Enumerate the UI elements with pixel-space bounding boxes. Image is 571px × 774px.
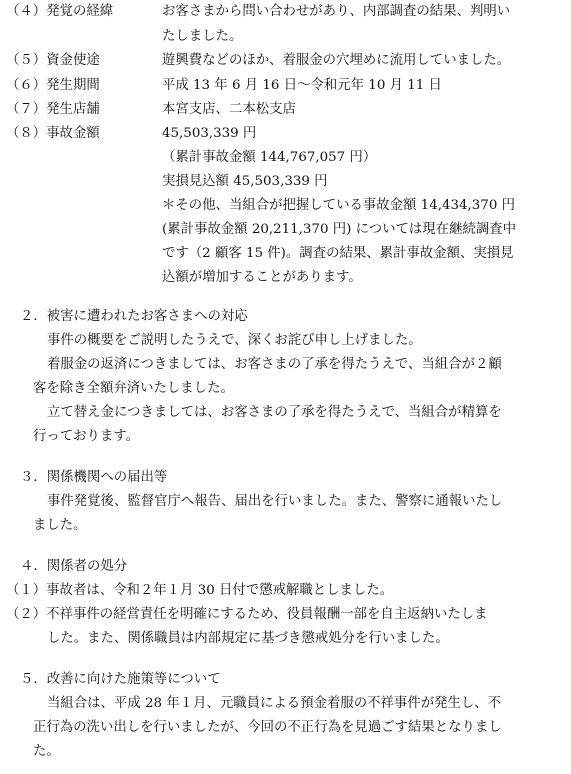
item-5-label: （５）資金使途 — [6, 53, 100, 68]
section-2-line-5: 行っております。 — [33, 429, 140, 444]
section-2-heading: ２．被害に遭われたお客さまへの対応 — [20, 309, 248, 324]
item-4-text-line-2: たしました。 — [162, 29, 243, 44]
item-8-expected-loss: 実損見込額 45,503,339 円 — [162, 174, 328, 189]
item-4-label: （４）発覚の経緯 — [6, 4, 114, 19]
item-8-note-line-1: ＊その他、当組合が把握している事故金額 14,434,370 円 — [162, 198, 515, 213]
section-5-line-1: 当組合は、平成 28 年１月、元職員による預金着服の不祥事件が発生し、不 — [47, 696, 502, 711]
section-3-line-2: ました。 — [33, 518, 87, 533]
item-8-note-line-3: です（2 顧客 15 件)。調査の結果、累計事故金額、実損見 — [162, 246, 514, 261]
item-8-label: （８）事故金額 — [6, 126, 100, 141]
section-2-line-2: 着服金の返済につきましては、お客さまの了承を得たうえで、当組合が２顧 — [47, 357, 502, 372]
section-3-heading: ３．関係機関への届出等 — [20, 470, 168, 485]
item-8-cumulative: （累計事故金額 144,767,057 円） — [162, 150, 377, 165]
item-8-amount: 45,503,339 円 — [162, 126, 257, 141]
section-4-item-2-line-2: した。また、関係職員は内部規定に基づき懲戒処分を行いました。 — [47, 631, 449, 646]
section-4-heading: ４．関係者の処分 — [20, 559, 128, 574]
section-5-heading: ５．改善に向けた施策等について — [20, 672, 221, 687]
section-2-line-4: 立て替え金につきましては、お客さまの了承を得たうえで、当組合が精算を — [47, 405, 502, 420]
item-7-text: 本宮支店、二本松支店 — [162, 102, 296, 117]
item-8-note-line-4: 込額が増加することがあります。 — [162, 270, 362, 285]
item-6-label: （６）発生期間 — [6, 78, 100, 93]
item-5-text: 遊興費などのほか、着服金の穴埋めに流用していました。 — [162, 53, 511, 68]
section-3-line-1: 事件発覚後、監督官庁へ報告、届出を行いました。また、警察に通報いたし — [47, 494, 503, 509]
section-4-item-2-line-1: （２）不祥事件の経営責任を明確にするため、役員報酬一部を自主返納いたしま — [6, 607, 488, 622]
section-5-line-3: た。 — [33, 744, 60, 759]
section-5-line-2: 正行為の洗い出しを行いましたが、今回の不正行為を見過ごす結果となりまし — [33, 720, 502, 735]
section-2-line-3: 客を除き全額弁済いたしました。 — [33, 381, 234, 396]
item-6-text: 平成 13 年 6 月 16 日～令和元年 10 月 11 日 — [162, 78, 442, 93]
item-7-label: （７）発生店舗 — [6, 102, 100, 117]
item-8-note-line-2: (累計事故金額 20,211,370 円) については現在継続調査中 — [162, 222, 517, 237]
section-2-line-1: 事件の概要をご説明したうえで、深くお詫び申し上げました。 — [47, 333, 422, 348]
section-4-item-1: （１）事故者は、令和２年１月 30 日付で懲戒解職としました。 — [6, 583, 394, 598]
item-4-text-line-1: お客さまから問い合わせがあり、内部調査の結果、判明い — [162, 4, 511, 19]
